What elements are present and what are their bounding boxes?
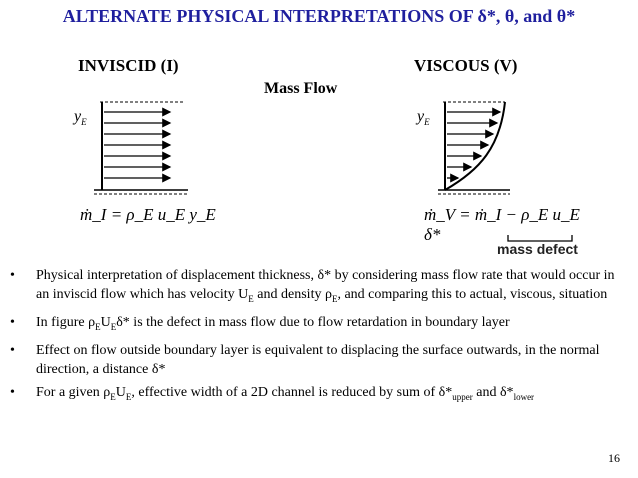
slide-title: ALTERNATE PHYSICAL INTERPRETATIONS OF δ*, θ, and θ* [62, 6, 576, 26]
page-number: 16 [608, 451, 620, 465]
bullet-mass-flow-defect: • In figure $\rho_EU_E\delta*$ is the defect in mass flow due to flow retardation in boundary layer [8, 313, 620, 337]
inviscid-label: INVISCID (I) [78, 56, 179, 75]
bullet-surface-displacement: • Effect on flow outside boundary layer is equivalent to displacing the surface outwards, in the normal direction, a distance δ* [8, 341, 620, 379]
bullet-channel-width: • For a given $\rho_EU_E$, effective width of a 2D channel is reduced by sum of $\delta*_{upper}$ and $\delta*_{lower}$ [8, 383, 620, 407]
bullet-displacement-thickness: • Physical interpretation of displacement thickness, δ* by considering mass flow rate that would occur in an inviscid flow which has velocity $U_E$ and density $\rho_E$, and comparing this to actual, viscous, situation [8, 266, 620, 309]
inviscid-mass-flow-equation: ṁ_I = ρ_E u_E y_E [80, 205, 216, 224]
inviscid-profile [94, 102, 188, 194]
bullet-list [8, 266, 620, 410]
mass-flow-figure [60, 52, 580, 262]
mass-defect-label: mass defect [497, 241, 578, 257]
viscous-mass-flow-equation: ṁ_V = ṁ_I − ρ_E u_E δ* [424, 205, 580, 244]
y-e-right-label: $y_E$ [417, 108, 430, 128]
y-e-left-label: $y_E$ [74, 108, 87, 128]
mass-flow-label: Mass Flow [264, 80, 338, 97]
viscous-label: VISCOUS (V) [414, 56, 518, 75]
